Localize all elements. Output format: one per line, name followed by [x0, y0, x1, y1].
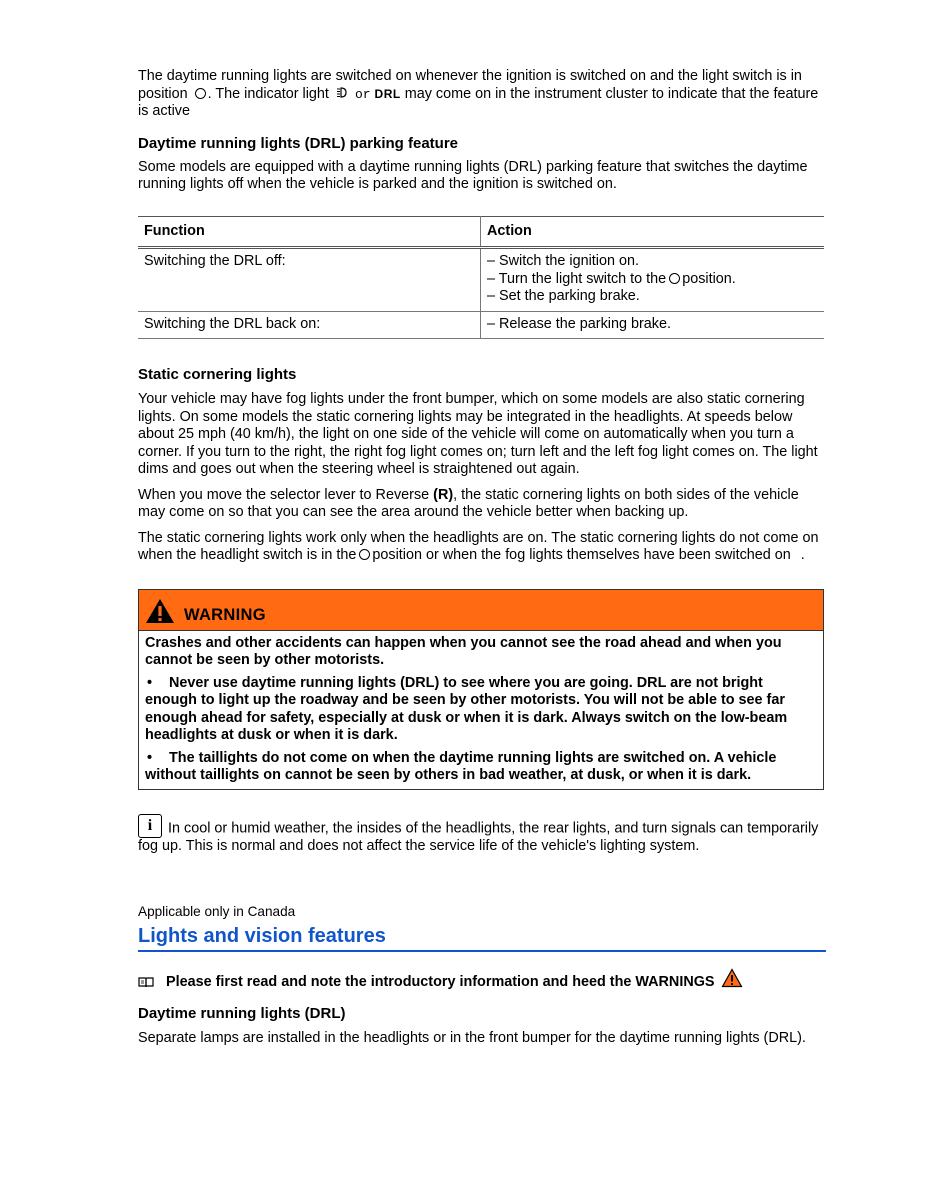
table-cell-action	[481, 311, 825, 339]
cornering-paragraph-3	[138, 530, 826, 565]
cornering-p3-text-2: position or when the fog lights themselves have been switched on	[372, 547, 791, 563]
intro-text-2: . The indicator light	[207, 85, 329, 102]
light-switch-position-icon	[669, 273, 680, 284]
book-icon	[138, 976, 154, 988]
cornering-p2-text-end: , the static cornering lights on both sides of the vehicle may come on so that you can see the area around the vehicle better when backing up.	[138, 486, 799, 520]
warning-bullet: • The taillights do not come on when the daytime running lights are switched on. A vehicle without taillights on cannot be seen by others in bad weather, at dusk, or when it is dark.	[145, 750, 817, 785]
table-header-action: Action	[481, 216, 825, 248]
warning-triangle-icon[interactable]	[721, 968, 743, 988]
section-title: Lights and vision features	[138, 925, 826, 952]
table-header-function: Function	[138, 216, 481, 248]
warning-box	[138, 589, 824, 790]
warning-header	[139, 590, 823, 631]
cornering-paragraph-1: Your vehicle may have fog lights under the front bumper, which on some models are also static cornering lights. On some models the static cornering lights may be integrated in the headlights. At speeds below about 25 mph (40 km/h), the light on one side of the vehicle will come on automatically when you turn a corner. If you turn to the right, the right fog light comes on; turn left and the left fog light comes on. The light dims and goes out when the steering wheel is straightened out again.	[138, 391, 818, 477]
intro-paragraph	[138, 68, 826, 121]
drl-indicator-icon	[336, 86, 348, 99]
intro-text-1: The daytime running lights are switched on whenever the ignition is switched on and the light switch is in position	[138, 68, 802, 102]
parking-feature-text: Some models are equipped with a daytime running lights (DRL) parking feature that switches the daytime running lights off when the vehicle is parked and the ignition is switched on.	[138, 158, 808, 192]
warning-body	[139, 631, 823, 789]
table-header-row	[138, 216, 824, 248]
drl-text: Separate lamps are installed in the headlights or in the front bumper for the daytime running lights (DRL).	[138, 1030, 806, 1046]
drl-heading: Daytime running lights (DRL)	[138, 1005, 346, 1022]
drl-text-indicator: DRL	[374, 86, 401, 101]
parking-feature-heading: Daytime running lights (DRL) parking feature	[138, 134, 459, 152]
light-switch-position-icon	[195, 88, 206, 99]
light-switch-position-icon	[359, 549, 370, 560]
table-row	[138, 311, 824, 339]
warning-intro: Crashes and other accidents can happen when you cannot see the road ahead and when you cannot be seen by other motorists.	[145, 634, 782, 668]
cornering-heading: Static cornering lights	[138, 366, 297, 383]
info-icon: i	[138, 814, 162, 838]
read-first-text: Please first read and note the introductory information and heed the WARNINGS	[166, 973, 715, 990]
warning-bullet: • Never use daytime running lights (DRL) to see where you are going. DRL are not bright enough to light up the roadway and be seen by other motorists. You will not be able to see far enough ahead for safety, especially at dusk or when it is dark. Always switch on the low-beam headlights at dusk or when it is dark.	[145, 675, 817, 745]
action-line: – Switch the ignition on.	[487, 253, 639, 269]
applicable-canada: Applicable only in Canada	[138, 904, 296, 919]
action-line-part: – Turn the light switch to the	[487, 270, 667, 287]
action-line: – Release the parking brake.	[487, 315, 671, 332]
table-row	[138, 248, 824, 312]
info-note-text: In cool or humid weather, the insides of the headlights, the rear lights, and turn signals can temporarily fog up. This is normal and does not affect the service life of the vehicle's lighting system.	[138, 820, 819, 854]
action-line: – Set the parking brake.	[487, 288, 640, 304]
reverse-label: (R)	[433, 486, 454, 503]
action-line-part: position.	[682, 270, 736, 287]
manual-page	[138, 68, 826, 1048]
intro-or: or	[354, 86, 371, 102]
cornering-p3-end: .	[800, 547, 805, 563]
warning-label: WARNING	[184, 605, 266, 624]
warning-triangle-icon	[145, 598, 175, 624]
drl-parking-table	[138, 216, 824, 340]
cornering-p3-text: The static cornering lights work only when the headlights are on. The static cornering lights do not come on when the headlight switch is in the	[138, 529, 819, 563]
cornering-p2-text: When you move the selector lever to Reverse	[138, 486, 430, 503]
action-line	[487, 271, 818, 289]
read-first-notice	[138, 968, 826, 992]
table-cell-function: Switching the DRL back on:	[138, 311, 481, 339]
intro-text-3: may come on in the instrument cluster to indicate that the feature is active	[138, 85, 819, 119]
table-cell-action	[481, 248, 825, 312]
cornering-paragraph-2	[138, 487, 826, 522]
table-cell-function: Switching the DRL off:	[138, 248, 481, 312]
info-note	[138, 814, 826, 856]
